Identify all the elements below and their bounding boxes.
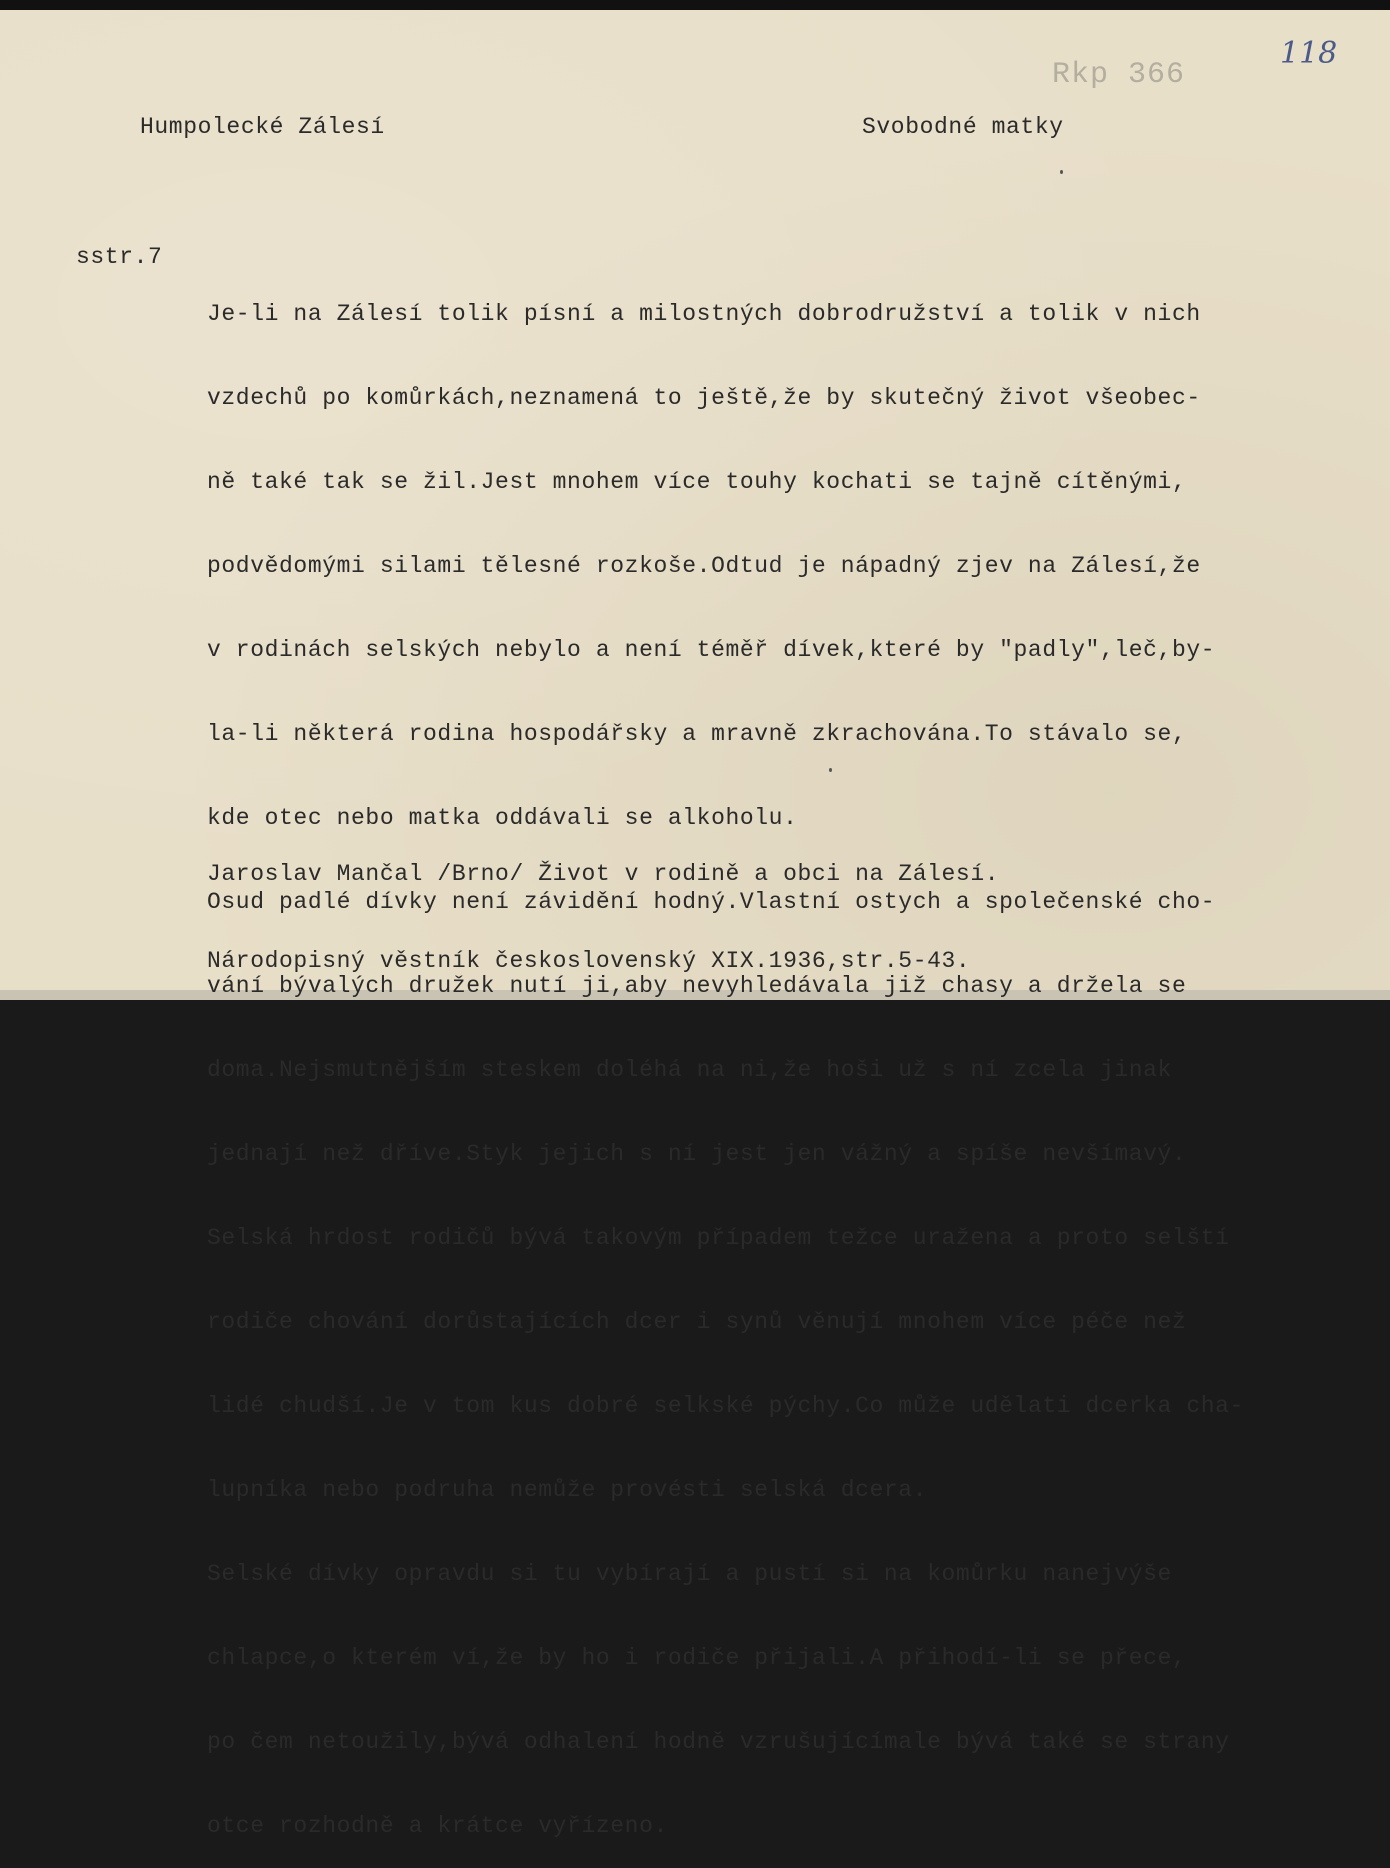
body-line: Osud padlé dívky není závidění hodný.Vlastní ostych a společenské cho- xyxy=(207,889,1216,915)
citation-journal-line: Národopisný věstník československý XIX.1936,str.5-43. xyxy=(207,948,971,974)
handwritten-number: 118 xyxy=(1280,36,1338,71)
body-line: po čem netoužily,bývá odhalení hodně vzrušujícímale bývá také se strany xyxy=(207,1729,1230,1755)
header-location: Humpolecké Zálesí xyxy=(140,114,385,140)
body-line: lidé chudší.Je v tom kus dobré selkské pýchy.Co může udělati dcerka cha- xyxy=(207,1393,1244,1419)
header-topic: Svobodné matky xyxy=(862,114,1064,140)
body-line: jednají než dříve.Styk jejich s ní jest jen vážný a spíše nevšímavý. xyxy=(207,1141,1187,1167)
body-line: vzdechů po komůrkách,neznamená to ještě,že by skutečný život všeobec- xyxy=(207,385,1201,411)
body-line: chlapce,o kterém ví,že by ho i rodiče přijali.A přihodí-li se přece, xyxy=(207,1645,1187,1671)
paper-speck xyxy=(829,768,832,772)
body-line: lupníka nebo podruha nemůže provésti selská dcera. xyxy=(207,1477,928,1503)
paper-speck xyxy=(1060,170,1063,174)
body-line: vání bývalých družek nutí ji,aby nevyhledávala již chasy a držela se xyxy=(207,973,1187,999)
excerpt-body xyxy=(207,244,1244,1868)
body-line: Selská hrdost rodičů bývá takovým případem težce uražena a proto selští xyxy=(207,1225,1230,1251)
body-line: Je-li na Zálesí tolik písní a milostných dobrodružství a tolik v nich xyxy=(207,301,1201,327)
body-line: doma.Nejsmutnějším steskem doléhá na ni,že hoši už s ní zcela jinak xyxy=(207,1057,1172,1083)
body-line: ně také tak se žil.Jest mnohem více touhy kochati se tajně cítěnými, xyxy=(207,469,1187,495)
page-reference: sstr.7 xyxy=(76,244,163,270)
body-line: kde otec nebo matka oddávali se alkoholu. xyxy=(207,805,798,831)
citation-author-line: Jaroslav Mančal /Brno/ Život v rodině a obci na Zálesí. xyxy=(207,861,1000,887)
body-line: rodiče chování dorůstajících dcer i synů věnují mnohem více péče než xyxy=(207,1309,1187,1335)
body-line: Selské dívky opravdu si tu vybírají a pustí si na komůrku nanejvýše xyxy=(207,1561,1172,1587)
body-line: otce rozhodně a krátce vyřízeno. xyxy=(207,1813,668,1839)
body-line: podvědomými silami tělesné rozkoše.Odtud je nápadný zjev na Zálesí,že xyxy=(207,553,1201,579)
body-line: la-li některá rodina hospodářsky a mravně zkrachována.To stávalo se, xyxy=(207,721,1187,747)
source-citation xyxy=(207,802,999,1005)
archive-stamp: Rkp 366 xyxy=(1052,58,1186,92)
scan-top-edge xyxy=(0,0,1390,10)
body-line: v rodinách selských nebylo a není téměř dívek,které by "padly",leč,by- xyxy=(207,637,1216,663)
